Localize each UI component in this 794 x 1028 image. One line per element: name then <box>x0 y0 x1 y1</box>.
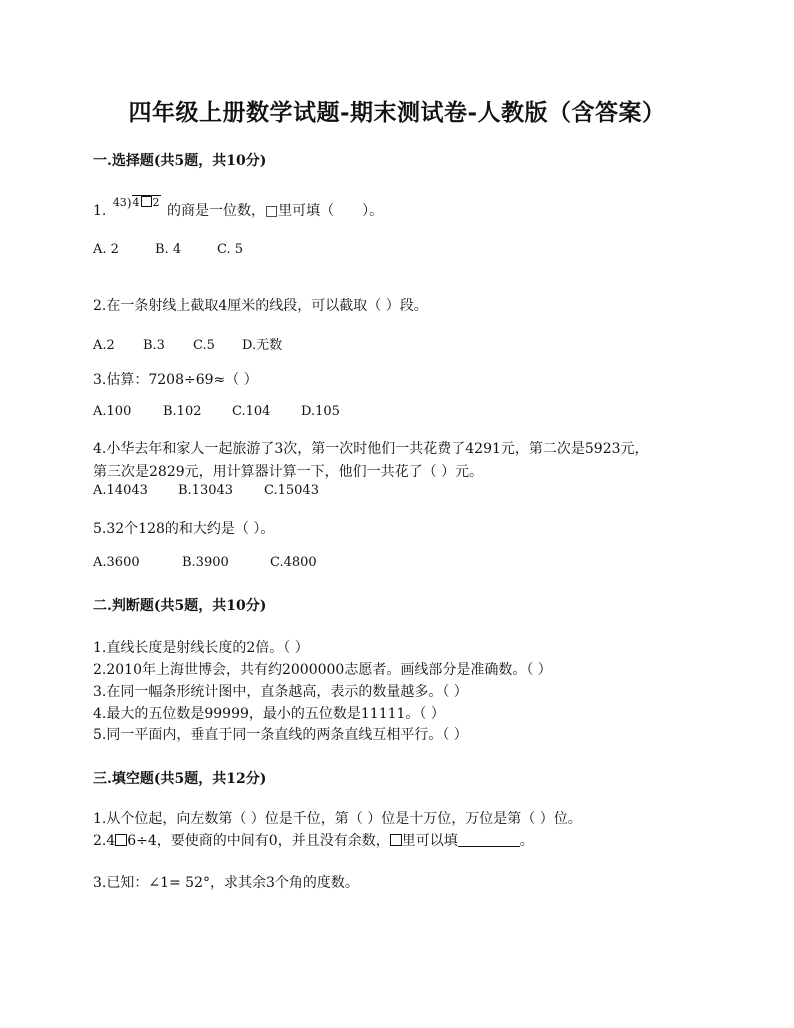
choice-question-5: 5.32个128的和大约是（ ）。 <box>93 521 275 537</box>
option-a: A.100 <box>93 404 132 419</box>
choice-options-3 <box>93 404 340 419</box>
blank-square-icon <box>141 196 152 207</box>
question-text: 的商是一位数，□里可填（ ）。 <box>166 203 384 219</box>
option-d: D.105 <box>301 404 340 419</box>
option-c: C.104 <box>232 404 271 419</box>
section-heading-judge: 二.判断题(共5题，共10分) <box>93 598 267 614</box>
blank-square-icon <box>115 834 127 846</box>
choice-question-4-line-1: 4.小华去年和家人一起旅游了3次，第一次时他们一共花费了4291元，第二次是5923元， <box>93 441 649 457</box>
page-title: 四年级上册数学试题-期末测试卷-人教版（含答案） <box>128 99 666 126</box>
dividend: 4 2 <box>132 196 160 209</box>
judge-question-2: 2.2010年上海世博会，共有约2000000志愿者。画线部分是准确数。（ ） <box>93 662 552 678</box>
option-a: A.2 <box>93 338 115 353</box>
fill-question-1: 1.从个位起，向左数第（ ）位是千位，第（ ）位是十万位，万位是第（ ）位。 <box>93 811 582 827</box>
choice-question-4-line-2: 第三次是2829元，用计算器计算一下，他们一共花了（ ）元。 <box>93 464 484 480</box>
judge-question-1: 1.直线长度是射线长度的2倍。（ ） <box>93 640 309 656</box>
answer-blank[interactable] <box>458 834 520 847</box>
option-b: B.3 <box>143 338 165 353</box>
judge-question-3: 3.在同一幅条形统计图中，直条越高，表示的数量越多。（ ） <box>93 684 468 700</box>
judge-question-4: 4.最大的五位数是99999，最小的五位数是11111。（ ） <box>93 706 445 722</box>
fill-question-3: 3.已知：∠1= 52°，求其余3个角的度数。 <box>93 875 359 891</box>
option-d: D.无数 <box>242 338 283 353</box>
blank-square-icon <box>390 834 402 846</box>
option-a: A. 2 <box>93 242 119 257</box>
option-c: C.15043 <box>264 483 319 498</box>
choice-question-2: 2.在一条射线上截取4厘米的线段，可以截取（ ）段。 <box>93 298 428 314</box>
option-c: C.4800 <box>270 555 317 570</box>
division-bracket-icon: ) <box>126 196 132 210</box>
choice-options-4 <box>93 483 319 498</box>
long-division-figure <box>112 196 161 216</box>
choice-question-3: 3.估算：7208÷69≈（ ） <box>93 372 258 388</box>
option-c: C.5 <box>193 338 215 353</box>
section-heading-fill: 三.填空题(共5题，共12分) <box>93 771 267 787</box>
option-a: A.14043 <box>93 483 148 498</box>
option-b: B.13043 <box>178 483 234 498</box>
option-b: B.3900 <box>182 555 229 570</box>
option-b: B. 4 <box>155 242 182 257</box>
choice-options-1 <box>93 242 243 257</box>
choice-question-1 <box>93 196 384 220</box>
judge-question-5: 5.同一平面内，垂直于同一条直线的两条直线互相平行。（ ） <box>93 727 468 743</box>
choice-options-2 <box>93 334 282 353</box>
choice-options-5 <box>93 555 317 570</box>
divisor: 43 <box>112 196 127 209</box>
option-c: C. 5 <box>217 242 244 257</box>
option-b: B.102 <box>163 404 202 419</box>
section-heading-choice: 一.选择题(共5题，共10分) <box>93 153 267 169</box>
question-number: 1. <box>93 203 107 219</box>
fill-question-2: 2.4 6÷4，要使商的中间有0，并且没有余数， 里可以填 。 <box>93 833 534 849</box>
option-a: A.3600 <box>93 555 140 570</box>
